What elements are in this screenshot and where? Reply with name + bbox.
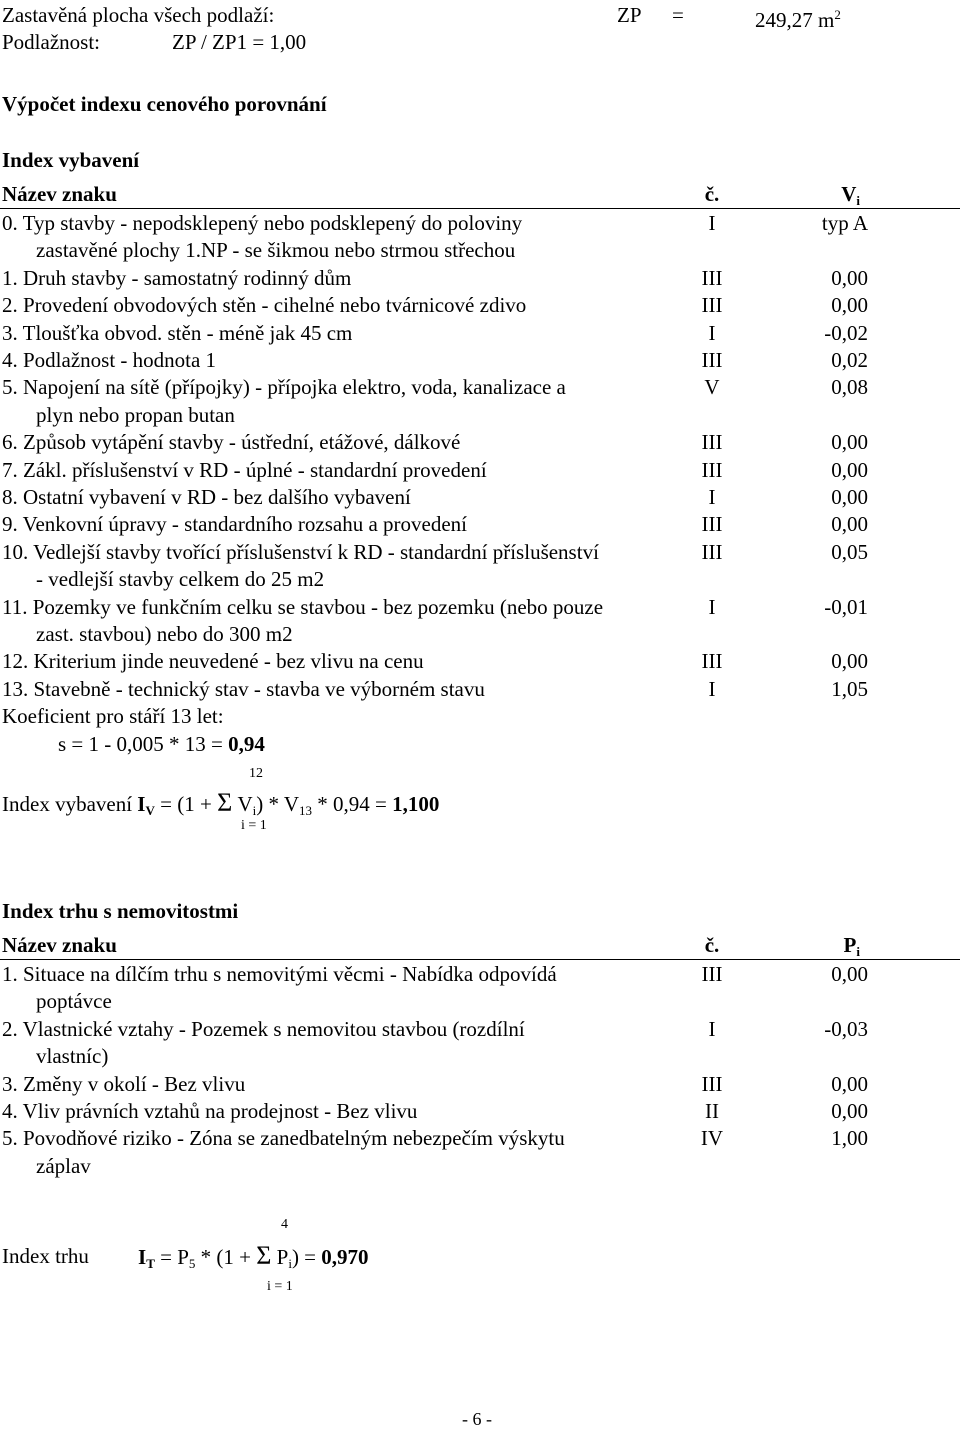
row-label: 5. Napojení na sítě (přípojky) - přípojka elektro, voda, kanalizace a	[2, 375, 566, 400]
row-label: 4. Vliv právních vztahů na prodejnost - Bez vlivu	[2, 1099, 418, 1123]
row-label: 1. Druh stavby - samostatný rodinný dům	[2, 265, 352, 290]
floor-count-label: Podlažnost:	[2, 30, 100, 54]
row-class: III	[701, 962, 723, 986]
row-label: 12. Kriterium jinde neuvedené - bez vlivu na cenu	[2, 649, 424, 674]
row-class: I	[708, 320, 716, 345]
row-class: III	[701, 1071, 723, 1096]
market-index-formula: $I_T = P_5 * (1 + \Sigma$ $P_i) = 0,970$	[138, 1241, 369, 1271]
row-value: 0,00	[831, 1071, 868, 1096]
row-value: 0,00	[831, 649, 868, 674]
row-class: I	[708, 211, 716, 235]
market-sum-upper: 4	[281, 1217, 288, 1232]
row-label-continued: zast. stavbou) nebo do 300 m2	[36, 622, 293, 646]
equipment-index-formula: Index vybavení $I_V = (1 + \Sigma$ $V_i) * V_{13} * 0,94 = 1,100$	[2, 788, 440, 818]
row-label-continued: poptávce	[36, 989, 112, 1014]
market-header-rule	[0, 959, 960, 960]
row-value: 1,00	[831, 1126, 868, 1151]
equipment-index-title: Index vybavení	[2, 148, 140, 172]
row-class: V	[704, 375, 720, 400]
market-index-label: Index trhu	[2, 1244, 89, 1268]
row-class: III	[701, 539, 723, 564]
built-area-symbol: ZP	[617, 3, 642, 27]
row-class: III	[701, 293, 723, 318]
built-area-label: Zastavěná plocha všech podlaží:	[2, 3, 275, 27]
page-number: - 6 -	[462, 1409, 492, 1429]
row-label: 11. Pozemky ve funkčním celku se stavbou - bez pozemku (nebo pouze	[2, 594, 604, 619]
row-label: 3. Tloušťka obvod. stěn - méně jak 45 cm	[2, 320, 353, 345]
equipment-sum-upper: 12	[249, 766, 263, 781]
row-value: -0,01	[824, 594, 868, 619]
row-class: IV	[700, 1126, 724, 1151]
built-area-value: 249,27 $m^2$	[755, 7, 841, 32]
row-label-continued: zastavěné plochy 1.NP - se šikmou nebo strmou střechou	[36, 238, 516, 263]
row-label: 9. Venkovní úpravy - standardního rozsahu a provedení	[2, 512, 467, 537]
row-value: 0,05	[831, 539, 868, 564]
row-label: 13. Stavebně - technický stav - stavba ve výborném stavu	[2, 676, 485, 701]
row-value: typ A	[821, 211, 868, 235]
market-col-no: č.	[704, 933, 720, 957]
row-class: III	[701, 512, 723, 537]
floor-count-formula: ZP / ZP1 = 1,00	[172, 30, 307, 54]
row-class: III	[701, 348, 723, 372]
row-label-continued: záplav	[36, 1153, 91, 1178]
row-class: I	[708, 1016, 716, 1041]
row-value: 0,00	[831, 485, 868, 509]
row-label: 10. Vedlejší stavby tvořící příslušenství k RD - standardní příslušenství	[2, 539, 599, 564]
market-col-p: $P_i$	[843, 933, 860, 959]
row-class: II	[705, 1099, 719, 1123]
row-value: -0,03	[824, 1016, 868, 1041]
row-label: 3. Změny v okolí - Bez vlivu	[2, 1071, 246, 1096]
row-value: -0,02	[824, 320, 868, 345]
row-value: 0,00	[831, 457, 868, 482]
row-label: 7. Zákl. příslušenství v RD - úplné - standardní provedení	[2, 457, 487, 482]
equipment-col-no: č.	[704, 182, 720, 206]
row-label: 4. Podlažnost - hodnota 1	[2, 348, 217, 372]
row-label-continued: plyn nebo propan butan	[36, 402, 235, 427]
row-label: 2. Provedení obvodových stěn - cihelné nebo tvárnicové zdivo	[2, 293, 527, 318]
row-class: III	[701, 457, 723, 482]
age-coefficient-formula: s = 1 - 0,005 * 13 = 0,94	[58, 732, 265, 756]
built-area-equals: =	[672, 3, 684, 27]
market-index-title: Index trhu s nemovitostmi	[2, 899, 239, 923]
market-col-name: Název znaku	[2, 933, 117, 957]
row-class: I	[708, 676, 716, 701]
row-label: 1. Situace na dílčím trhu s nemovitými věcmi - Nabídka odpovídá	[2, 962, 557, 986]
row-value: 0,00	[831, 512, 868, 537]
row-value: 0,00	[831, 962, 868, 986]
row-value: 0,08	[831, 375, 868, 400]
equipment-col-v: $V_i$	[841, 182, 860, 208]
row-class: III	[701, 430, 723, 455]
row-label-continued: vlastníc)	[36, 1044, 109, 1069]
row-label: 0. Typ stavby - nepodsklepený nebo podsklepený do poloviny	[2, 211, 523, 235]
equipment-col-name: Název znaku	[2, 182, 117, 206]
row-label: 2. Vlastnické vztahy - Pozemek s nemovitou stavbou (rozdílní	[2, 1016, 525, 1041]
row-label-continued: - vedlejší stavby celkem do 25 m2	[36, 567, 325, 592]
row-value: 1,05	[831, 676, 868, 701]
row-label: 8. Ostatní vybavení v RD - bez dalšího vybavení	[2, 485, 411, 509]
equipment-sum-lower: i = 1	[241, 818, 267, 833]
row-class: III	[701, 649, 723, 674]
section-title: Výpočet indexu cenového porovnání	[2, 92, 327, 116]
row-class: III	[701, 265, 723, 290]
row-value: 0,02	[831, 348, 868, 372]
equipment-header-rule	[0, 208, 960, 209]
row-label: 5. Povodňové riziko - Zóna se zanedbatelným nebezpečím výskytu	[2, 1126, 565, 1151]
row-value: 0,00	[831, 293, 868, 318]
row-class: I	[708, 594, 716, 619]
age-coefficient-label: Koeficient pro stáří 13 let:	[2, 704, 224, 728]
row-class: I	[708, 485, 716, 509]
market-sum-lower: i = 1	[267, 1279, 293, 1294]
row-label: 6. Způsob vytápění stavby - ústřední, etážové, dálkové	[2, 430, 461, 455]
row-value: 0,00	[831, 265, 868, 290]
row-value: 0,00	[831, 1099, 868, 1123]
row-value: 0,00	[831, 430, 868, 455]
